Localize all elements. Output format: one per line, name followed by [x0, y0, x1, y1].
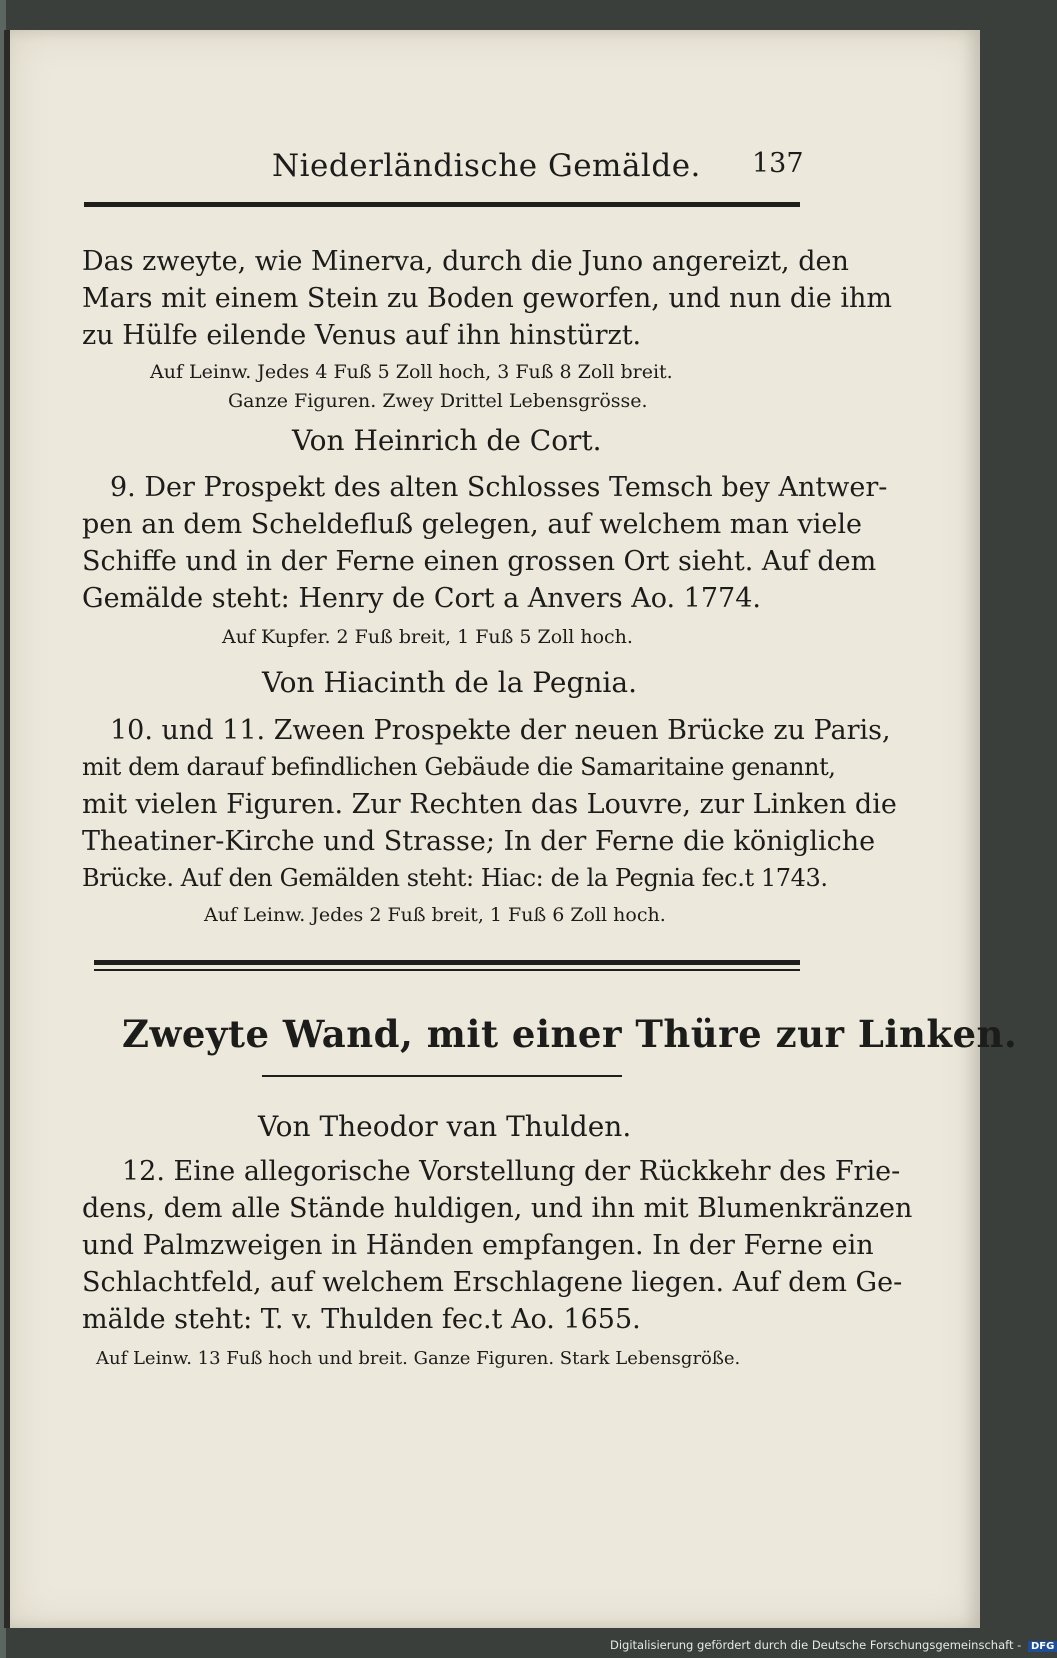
section-rule-thin	[94, 969, 800, 971]
header-rule	[84, 202, 800, 207]
running-header-title: Niederländische Gemälde.	[272, 148, 701, 184]
paragraph-line: mälde steht: T. v. Thulden fec.t Ao. 1655.	[82, 1304, 641, 1335]
dimension-note: Auf Leinw. Jedes 2 Fuß breit, 1 Fuß 6 Zoll hoch.	[204, 904, 666, 926]
paragraph-line: pen an dem Scheldefluß gelegen, auf welchem man viele	[82, 509, 862, 540]
paragraph-line: zu Hülfe eilende Venus auf ihn hinstürzt.	[82, 320, 642, 351]
paragraph-line: 9. Der Prospekt des alten Schlosses Temsch bey Antwer-	[110, 472, 888, 503]
footer-text: Digitalisierung gefördert durch die Deutsche Forschungsgemeinschaft -	[610, 1638, 1022, 1652]
paragraph-line: Brücke. Auf den Gemälden steht: Hiac: de la Pegnia fec.t 1743.	[82, 864, 828, 892]
section-title: Zweyte Wand, mit einer Thüre zur Linken.	[122, 1012, 1018, 1056]
paragraph-line: 12. Eine allegorische Vorstellung der Rückkehr des Frie-	[122, 1156, 901, 1187]
artist-heading: Von Hiacinth de la Pegnia.	[262, 666, 637, 699]
paragraph-line: mit dem darauf befindlichen Gebäude die Samaritaine genannt,	[82, 753, 836, 781]
paragraph-line: Schlachtfeld, auf welchem Erschlagene liegen. Auf dem Ge-	[82, 1267, 903, 1298]
section-rule-thick	[94, 960, 800, 965]
paragraph-line: Mars mit einem Stein zu Boden geworfen, und nun die ihm	[82, 283, 892, 314]
figure-note: Ganze Figuren. Zwey Drittel Lebensgrösse.	[228, 390, 648, 412]
paragraph-line: 10. und 11. Zween Prospekte der neuen Brücke zu Paris,	[110, 715, 891, 746]
page-number: 137	[752, 148, 804, 179]
paragraph-line: und Palmzweigen in Händen empfangen. In der Ferne ein	[82, 1230, 874, 1261]
paragraph-line: dens, dem alle Stände huldigen, und ihn mit Blumenkränzen	[82, 1193, 913, 1224]
artist-heading: Von Theodor van Thulden.	[258, 1110, 632, 1143]
dfg-logo: DFG	[1028, 1641, 1057, 1652]
digitization-footer	[610, 1638, 1055, 1656]
section-title-underline	[262, 1075, 622, 1077]
artist-heading: Von Heinrich de Cort.	[292, 424, 602, 457]
paragraph-line: Theatiner-Kirche und Strasse; In der Ferne die königliche	[82, 826, 876, 857]
paragraph-line: Das zweyte, wie Minerva, durch die Juno angereizt, den	[82, 246, 849, 277]
dimension-note: Auf Leinw. Jedes 4 Fuß 5 Zoll hoch, 3 Fuß 8 Zoll breit.	[150, 361, 673, 383]
paragraph-line: mit vielen Figuren. Zur Rechten das Louvre, zur Linken die	[82, 789, 897, 820]
paragraph-line: Gemälde steht: Henry de Cort a Anvers Ao. 1774.	[82, 583, 761, 614]
paragraph-line: Schiffe und in der Ferne einen grossen Ort sieht. Auf dem	[82, 546, 877, 577]
dimension-note: Auf Leinw. 13 Fuß hoch und breit. Ganze Figuren. Stark Lebensgröße.	[96, 1348, 741, 1369]
dimension-note: Auf Kupfer. 2 Fuß breit, 1 Fuß 5 Zoll hoch.	[222, 626, 633, 648]
